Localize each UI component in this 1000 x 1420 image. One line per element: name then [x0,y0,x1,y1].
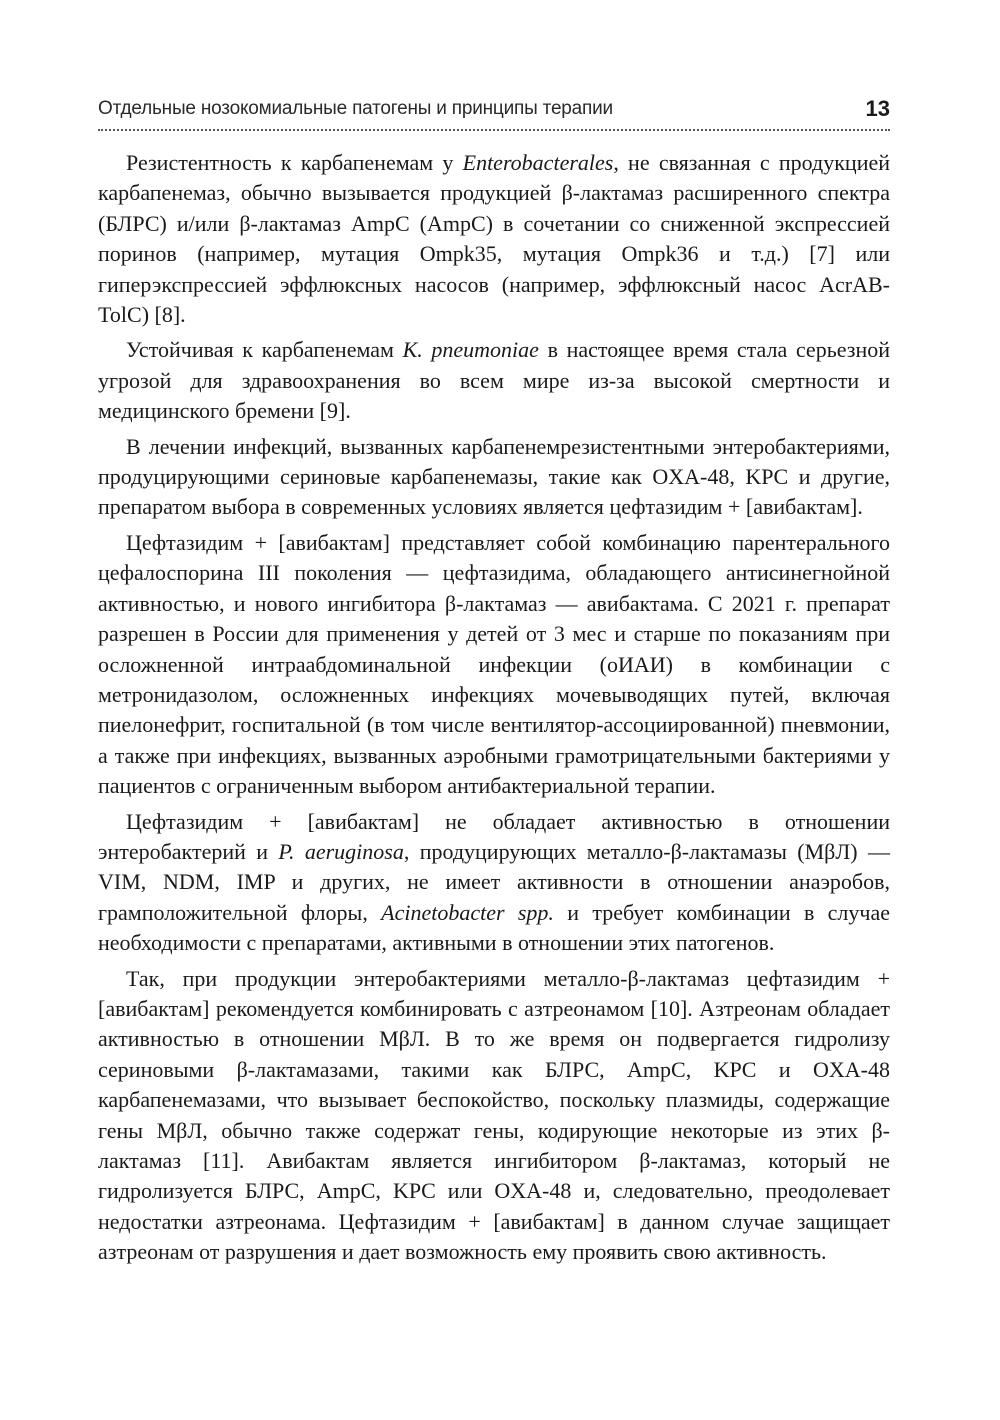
running-title: Отдельные нозокомиальные патогены и принципы терапии [98,98,613,119]
paragraph-1-text-cont: , не связанная с продукцией карбапенемаз, обычно вызывается продукцией β-лактамаз расширенного спектра (БЛРС) и/или β-лактамаз AmpC (AmpC) в сочетании со сниженной экспрессией поринов (например, мутация Ompk35, мутация Ompk36 и т.д.) [7] или гиперэкспрессией эффлюксных насосов (например, эффлюксный насос AcrAB-TolC) [8]. [98,150,891,328]
paragraph-1 [98,148,890,330]
paragraph-1-italic-term: Enterobacterales [462,150,614,175]
paragraph-5-italic-term: P. aeruginosa [278,838,404,864]
body-text [98,148,890,1268]
paragraph-4 [98,528,890,802]
page-number: 13 [865,96,890,121]
header-dotted-rule [98,129,890,131]
paragraph-1-text: Резистентность к карбапенемам у [126,150,463,175]
paragraph-2-italic-term: K. pneumoniae [402,337,539,363]
paragraph-6 [98,964,890,1268]
paragraph-5 [98,807,890,959]
paragraph-5-text-cont: , продуцирующих металло-β-лактамазы (МβЛ) — VIM, NDM, IMP и других, не имеет активности в отношении анаэробов, грамположительной флоры, [98,838,890,925]
book-page [98,96,890,1273]
paragraph-5-text-end: и требует комбинации в случае необходимости с препаратами, активными в отношении этих патогенов. [98,899,890,956]
running-header [98,96,890,136]
paragraph-2-text-cont: в настоящее время стала серьезной угрозой для здравоохранения во всем мире из-за высокой смертности и медицинского бремени [9]. [98,337,891,424]
paragraph-5-text: Цефтазидим + [авибактам] не обладает активностью в отношении энтеробактерий и [98,808,890,864]
paragraph-2 [98,335,890,426]
paragraph-3-text: В лечении инфекций, вызванных карбапенемрезистентными энтеробактериями, продуцирующими сериновые карбапенемазы, такие как OXA-48, KPC и другие, препаратом выбора в современных условиях является цефтазидим + [авибактам]. [98,433,890,520]
paragraph-6-text: Так, при продукции энтеробактериями металло-β-лактамаз цефтазидим + [авибактам] рекомендуется комбинировать с азтреонамом [10]. Азтреонам обладает активностью в отношении МβЛ. В то же время он подвергается гидролизу сериновыми β-лактамазами, такими как БЛРС, AmpC, KPC и OXA-48 карбапенемазами, что вызывает беспокойство, поскольку плазмиды, содержащие гены МβЛ, обычно также содержат гены, кодирующие некоторые из этих β-лактамаз [11]. Авибактам является ингибитором β-лактамаз, который не гидролизуется БЛРС, AmpC, KPC или OXA-48 и, следовательно, преодолевает недостатки азтреонама. Цефтазидим + [авибактам] в данном случае защищает азтреонам от разрушения и дает возможность ему проявить свою активность. [98,965,890,1265]
paragraph-3 [98,432,890,523]
paragraph-2-text: Устойчивая к карбапенемам [126,337,403,363]
paragraph-4-text: Цефтазидим + [авибактам] представляет собой комбинацию парентерального цефалоспорина III поколения — цефтазидима, обладающего антисинегнойной активностью, и нового ингибитора β-лактамаз — авибактама. С 2021 г. препарат разрешен в России для применения у детей от 3 мес и старше по показаниям при осложненной интраабдоминальной инфекции (оИАИ) в комбинации с метронидазолом, осложненных инфекциях мочевыводящих путей, включая пиелонефрит, госпитальной (в том числе вентилятор-ассоциированной) пневмонии, а также при инфекциях, вызванных аэробными грамотрицательными бактериями у пациентов с ограниченным выбором антибактериальной терапии. [98,529,890,799]
paragraph-5-italic-term-2: Acinetobacter spp. [381,899,554,925]
